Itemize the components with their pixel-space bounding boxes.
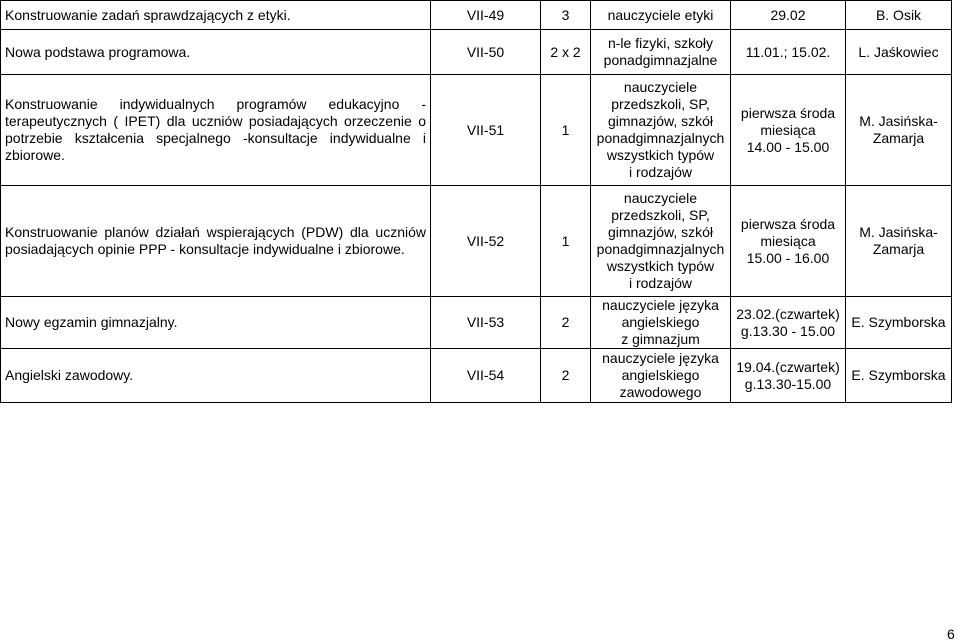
target-line: nauczyciele etyki <box>607 6 714 23</box>
hours-cell: 1 <box>541 75 591 186</box>
lead-line: M. Jasińska- <box>859 224 938 240</box>
hours-cell: 2 <box>541 349 591 403</box>
lead-line: B. Osik <box>875 6 922 23</box>
date-line: g.13.30-15.00 <box>744 375 832 392</box>
date-cell <box>731 30 846 75</box>
table-row <box>1 297 952 349</box>
lead-line: E. Szymborska <box>851 314 946 330</box>
target-line: nauczyciele <box>623 190 698 206</box>
topic-cell: Angielski zawodowy. <box>1 349 431 403</box>
target-cell <box>591 349 731 403</box>
target-line: z gimnazjum <box>621 331 700 347</box>
lead-cell <box>846 1 952 30</box>
date-line: 11.01.; 15.02. <box>745 43 831 60</box>
table-row <box>1 30 952 75</box>
target-line: nauczyciele języka <box>602 297 719 313</box>
lead-cell <box>846 297 952 349</box>
code-cell: VII-50 <box>431 30 541 75</box>
target-line: nauczyciele <box>623 79 698 95</box>
target-line: ponadgimnazjalne <box>603 52 718 68</box>
hours-cell: 1 <box>541 186 591 297</box>
date-line: 19.04.(czwartek) <box>736 358 840 375</box>
target-cell <box>591 1 731 30</box>
date-cell <box>731 1 846 30</box>
target-line: przedszkoli, SP, <box>611 96 710 112</box>
topic-cell: Nowa podstawa programowa. <box>1 30 431 75</box>
date-line: g.13.30 - 15.00 <box>740 322 836 339</box>
table-row <box>1 75 952 186</box>
date-cell <box>731 297 846 349</box>
target-line: n-le fizyki, szkoły <box>607 35 714 51</box>
target-line: gimnazjów, szkół <box>607 224 714 240</box>
target-line: wszystkich typów <box>606 147 715 163</box>
topic-cell: Konstruowanie planów działań wspierających (PDW) dla uczniów posiadających opinie PPP - konsultacje indywidualne i zbiorowe. <box>1 186 431 297</box>
lead-cell <box>846 30 952 75</box>
target-cell <box>591 186 731 297</box>
date-line: 23.02.(czwartek) <box>736 305 840 322</box>
date-line: 15.00 - 16.00 <box>746 249 830 266</box>
hours-cell: 3 <box>541 1 591 30</box>
date-cell <box>731 186 846 297</box>
page-number: 6 <box>947 626 955 642</box>
lead-cell <box>846 186 952 297</box>
target-line: i rodzajów <box>628 164 693 180</box>
target-line: angielskiego <box>621 367 700 383</box>
target-line: ponadgimnazjalnych <box>596 241 725 257</box>
code-cell: VII-53 <box>431 297 541 349</box>
lead-line: Zamarja <box>872 130 925 146</box>
target-line: nauczyciele języka <box>602 350 719 366</box>
target-line: zawodowego <box>619 384 702 400</box>
lead-line: L. Jaśkowiec <box>858 43 939 60</box>
code-cell: VII-52 <box>431 186 541 297</box>
date-line: pierwsza środa <box>740 104 836 121</box>
date-cell <box>731 349 846 403</box>
hours-cell: 2 <box>541 297 591 349</box>
topic-cell: Nowy egzamin gimnazjalny. <box>1 297 431 349</box>
date-line: 29.02 <box>770 6 806 23</box>
date-line: 14.00 - 15.00 <box>746 138 830 155</box>
date-line: miesiąca <box>760 232 816 249</box>
target-line: wszystkich typów <box>606 258 715 274</box>
lead-line: E. Szymborska <box>851 367 946 383</box>
code-cell: VII-51 <box>431 75 541 186</box>
target-line: przedszkoli, SP, <box>611 207 710 223</box>
hours-cell: 2 x 2 <box>541 30 591 75</box>
target-line: gimnazjów, szkół <box>607 113 714 129</box>
table-row <box>1 349 952 403</box>
target-cell <box>591 75 731 186</box>
table-row <box>1 186 952 297</box>
date-line: pierwsza środa <box>740 215 836 232</box>
lead-cell <box>846 349 952 403</box>
table-row <box>1 1 952 30</box>
target-cell <box>591 297 731 349</box>
topic-cell: Konstruowanie zadań sprawdzających z etyki. <box>1 1 431 30</box>
date-cell <box>731 75 846 186</box>
code-cell: VII-49 <box>431 1 541 30</box>
target-cell <box>591 30 731 75</box>
target-line: angielskiego <box>621 314 700 330</box>
lead-line: M. Jasińska- <box>859 113 938 129</box>
code-cell: VII-54 <box>431 349 541 403</box>
target-line: i rodzajów <box>628 275 693 291</box>
lead-cell <box>846 75 952 186</box>
date-line: miesiąca <box>760 121 816 138</box>
topic-cell: Konstruowanie indywidualnych programów edukacyjno - terapeutycznych ( IPET) dla uczniów posiadających orzeczenie o potrzebie kształcenia specjalnego -konsultacje indywidualne i zbiorowe. <box>1 75 431 186</box>
target-line: ponadgimnazjalnych <box>596 130 725 146</box>
lead-line: Zamarja <box>872 241 925 257</box>
